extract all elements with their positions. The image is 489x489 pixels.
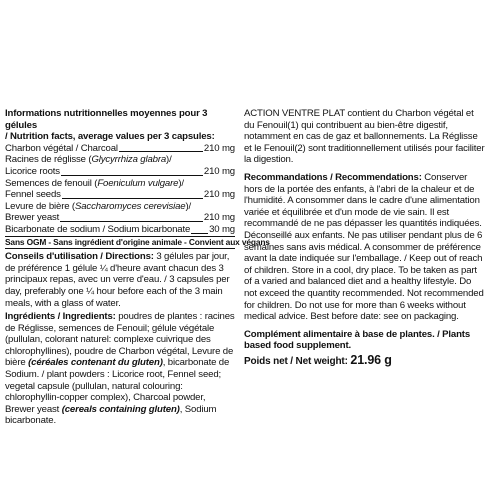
nutrition-row-fennel: Fennel seeds 210 mg: [5, 189, 235, 201]
leader-line: [191, 233, 208, 234]
left-column: [5, 108, 270, 427]
sans-ogm-line: Sans OGM - Sans ingrédient d'origine animale - Convient aux végans: [5, 237, 235, 250]
recommendations-paragraph: [244, 172, 485, 323]
nutrition-row-charcoal: Charbon végétal / Charcoal 210 mg: [5, 142, 235, 154]
right-column: [244, 108, 485, 367]
nutrition-row-bicarbonate: Bicarbonate de sodium / Sodium bicarbonate 30 mg: [5, 223, 235, 235]
nutrition-header-en: / Nutrition facts, average values per 3 capsules:: [5, 131, 215, 143]
leader-line: [62, 198, 203, 199]
leader-line: [60, 221, 203, 222]
leader-line: [61, 175, 203, 176]
nutrition-row-fennel-fr: Semences de fenouil (Foeniculum vulgare)/: [5, 177, 184, 189]
nutrition-row-licorice-fr: Racines de réglisse (Glycyrrhiza glabra)/: [5, 154, 172, 166]
nutrition-row-yeast: Brewer yeast 210 mg: [5, 212, 235, 224]
supplement-line: Complément alimentaire à base de plantes. / Plants based food supplement.: [244, 328, 471, 352]
directions-title: Conseils d'utilisation / Directions:: [5, 251, 154, 263]
directions-paragraph: [5, 251, 235, 309]
recommendations-text: Conserver hors de la portée des enfants, à l'abri de la chaleur et de l'humidité. A consommer dans le cadre d'une alimentation variée et équilibrée et d'un mode de vie sain. Il est recommandé de ne pas dépasser les quantités indiquées. Déconseillé aux enfants. Ne pas utiliser pendant plus de 6 semaines sans avis médical. A consommer de préférence avant la date indiquée sur l'emballage. / Keep out of reach of children. Store in a cool, dry place. To be taken as part of a varied and balanced diet and a healthy lifestyle. Do not exceed the quantity recommended. Not recommended for children. Do not use for more than 6 weeks without medical advice. Best before date: see on packaging.: [244, 171, 484, 323]
net-weight-value: 21.96 g: [350, 352, 392, 367]
nutrition-row-licorice: Licorice roots 210 mg: [5, 165, 235, 177]
ingredients-paragraph: Ingrédients / Ingredients: poudres de plantes : racines de Réglisse, semences de Fenouil; gélule végétale (pullulan, colorant naturel: complexe cuivrique des chlorophyllines), poudre de Charbon végétal, Levure de bière (céréales contenant du gluten), bicarbonate de Sodium. / plant powders : Licorice root, Fennel seed; vegetal capsule (pullulan, natural colouring: chlorophyllin-copper complex), Charcoal powder, Brewer yeast (cereals containing gluten), Sodium bicarbonate.: [5, 311, 235, 427]
directions-text: 3 gélules par jour, de préférence 1 gélule ¼ d'heure avant chacun des 3 principaux repas, avec un verre d'eau. / 3 capsules per day, preferably one ¼ hour before each of the 3 main meals, with a glass of water.: [5, 251, 230, 309]
leader-line: [119, 151, 203, 152]
nutrition-row-yeast-fr: Levure de bière (Saccharomyces cerevisiae)/: [5, 200, 192, 212]
action-paragraph: ACTION VENTRE PLAT contient du Charbon végétal et du Fenouil(1) qui contribuent au bien-être digestif, notamment en cas de gaz et ballonnements. La Réglisse et le Fenouil(2) sont traditionnellement utilisés pour faciliter la digestion.: [244, 108, 485, 166]
nutrition-header-fr: Informations nutritionnelles moyennes pour 3 gélules: [5, 108, 208, 131]
net-weight: Poids net / Net weight: 21.96 g: [244, 352, 392, 367]
recommendations-title: Recommandations / Recommendations:: [244, 171, 422, 183]
ingredients-title: Ingrédients / Ingredients:: [5, 311, 116, 323]
